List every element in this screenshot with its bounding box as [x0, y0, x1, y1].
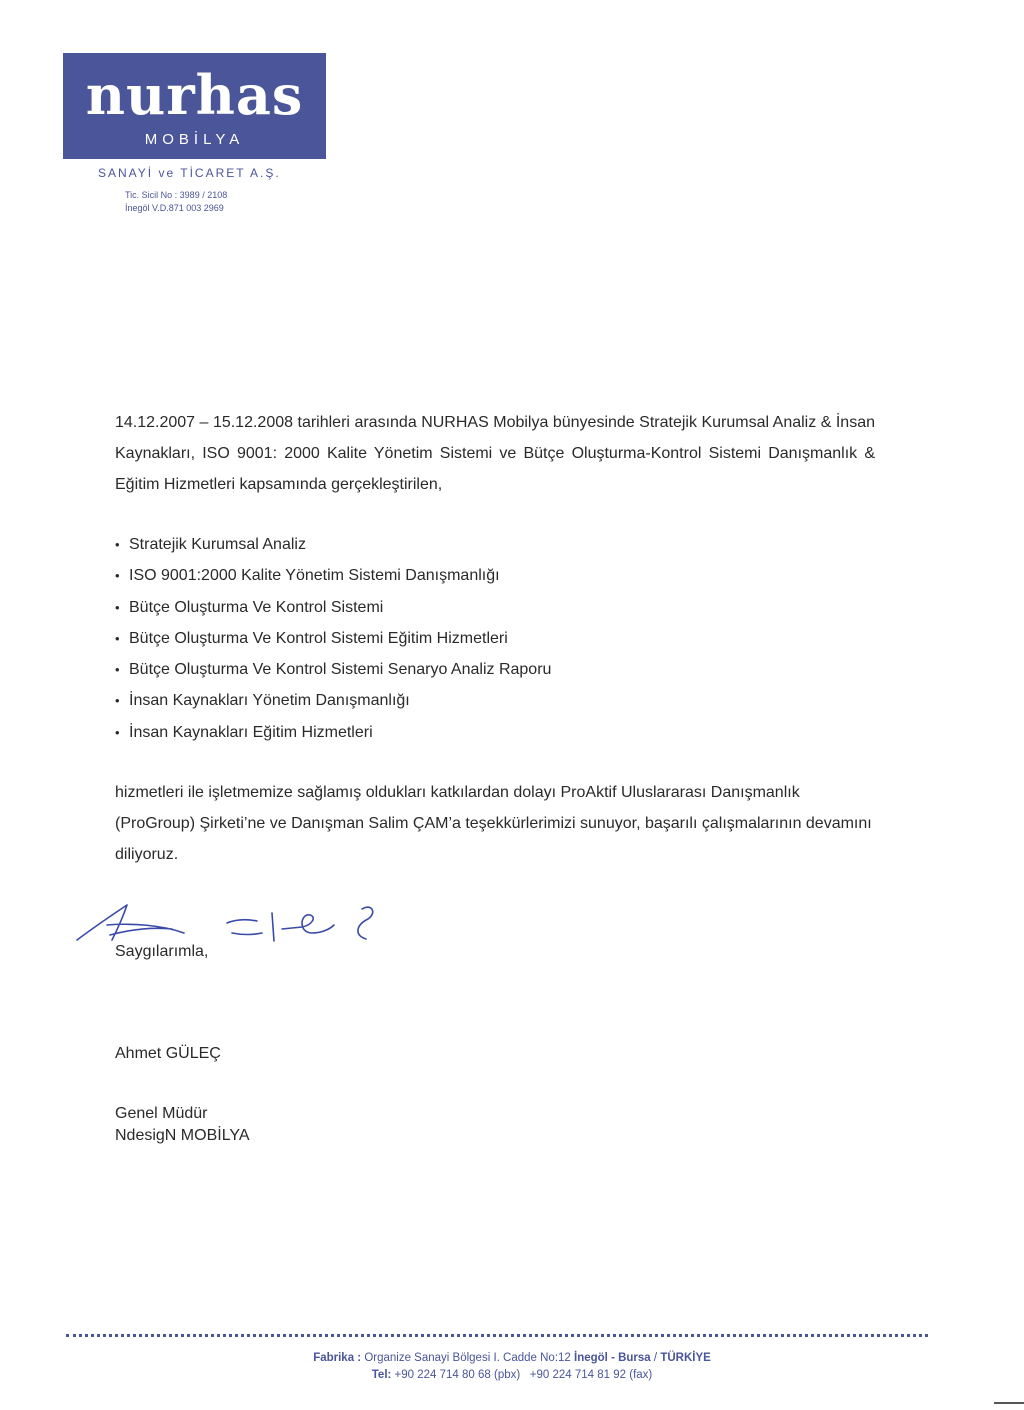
bullet-icon: •: [115, 537, 120, 552]
footer-divider: [66, 1334, 928, 1337]
bullet-icon: •: [115, 662, 120, 678]
logo-wordmark: nurhas: [85, 63, 304, 127]
footer-phone: Tel: +90 224 714 80 68 (pbx) +90 224 714 81 92 (fax): [371, 1369, 653, 1381]
signer-title: Genel Müdür: [115, 1105, 208, 1122]
body-paragraph: hizmetleri ile işletmemize sağlamış oldukları katkılardan dolayı ProAktif Uluslararası Danışmanlık (ProGroup) Şirketi’ne ve Danışman Salim ÇAM’a teşekkürlerimizi sunuyor, başarılı çalışmalarının devamını diliyoruz.: [115, 784, 872, 863]
company-name: SANAYİ ve TİCARET A.Ş.: [98, 166, 281, 180]
bullet-icon: •: [115, 568, 120, 584]
closing-salutation: Saygılarımla,: [115, 943, 209, 960]
list-item: • Bütçe Oluşturma Ve Kontrol Sistemi Senaryo Analiz Raporu: [115, 654, 551, 685]
signer-name: Ahmet GÜLEÇ: [115, 1045, 221, 1062]
trade-registry: Tic. Sicil No : 3989 / 2108: [125, 190, 228, 200]
scan-edge-mark: [994, 1402, 1024, 1404]
list-item: • Stratejik Kurumsal Analiz: [115, 529, 551, 560]
tax-office: İnegöl V.D.871 003 2969: [125, 203, 224, 213]
list-item: • ISO 9001:2000 Kalite Yönetim Sistemi Danışmanlığı: [115, 560, 551, 591]
bullet-icon: •: [115, 693, 120, 709]
footer-address: Fabrika : Organize Sanayi Bölgesi I. Cadde No:12 İnegöl - Bursa / TÜRKİYE: [313, 1352, 711, 1364]
list-item: • İnsan Kaynakları Eğitim Hizmetleri: [115, 717, 551, 748]
list-item: • Bütçe Oluşturma Ve Kontrol Sistemi Eğitim Hizmetleri: [115, 623, 551, 654]
company-logo: [63, 53, 326, 159]
bullet-icon: •: [115, 724, 120, 740]
logo-subtitle: MOBİLYA: [144, 131, 245, 148]
list-item: • İnsan Kaynakları Yönetim Danışmanlığı: [115, 685, 551, 716]
signer-company: NdesigN MOBİLYA: [115, 1127, 250, 1144]
service-list: [115, 529, 551, 748]
list-item: • Bütçe Oluşturma Ve Kontrol Sistemi: [115, 592, 551, 623]
bullet-icon: •: [115, 630, 120, 646]
intro-paragraph: 14.12.2007 – 15.12.2008 tarihleri arasında NURHAS Mobilya bünyesinde Stratejik Kurumsal Analiz & İnsan Kaynakları, ISO 9001: 2000 Kalite Yönetim Sistemi ve Bütçe Oluşturma-Kontrol Sistemi Danışmanlık & Eğitim Hizmetleri kapsamında gerçekleştirilen,: [115, 414, 875, 493]
bullet-icon: •: [115, 599, 120, 615]
